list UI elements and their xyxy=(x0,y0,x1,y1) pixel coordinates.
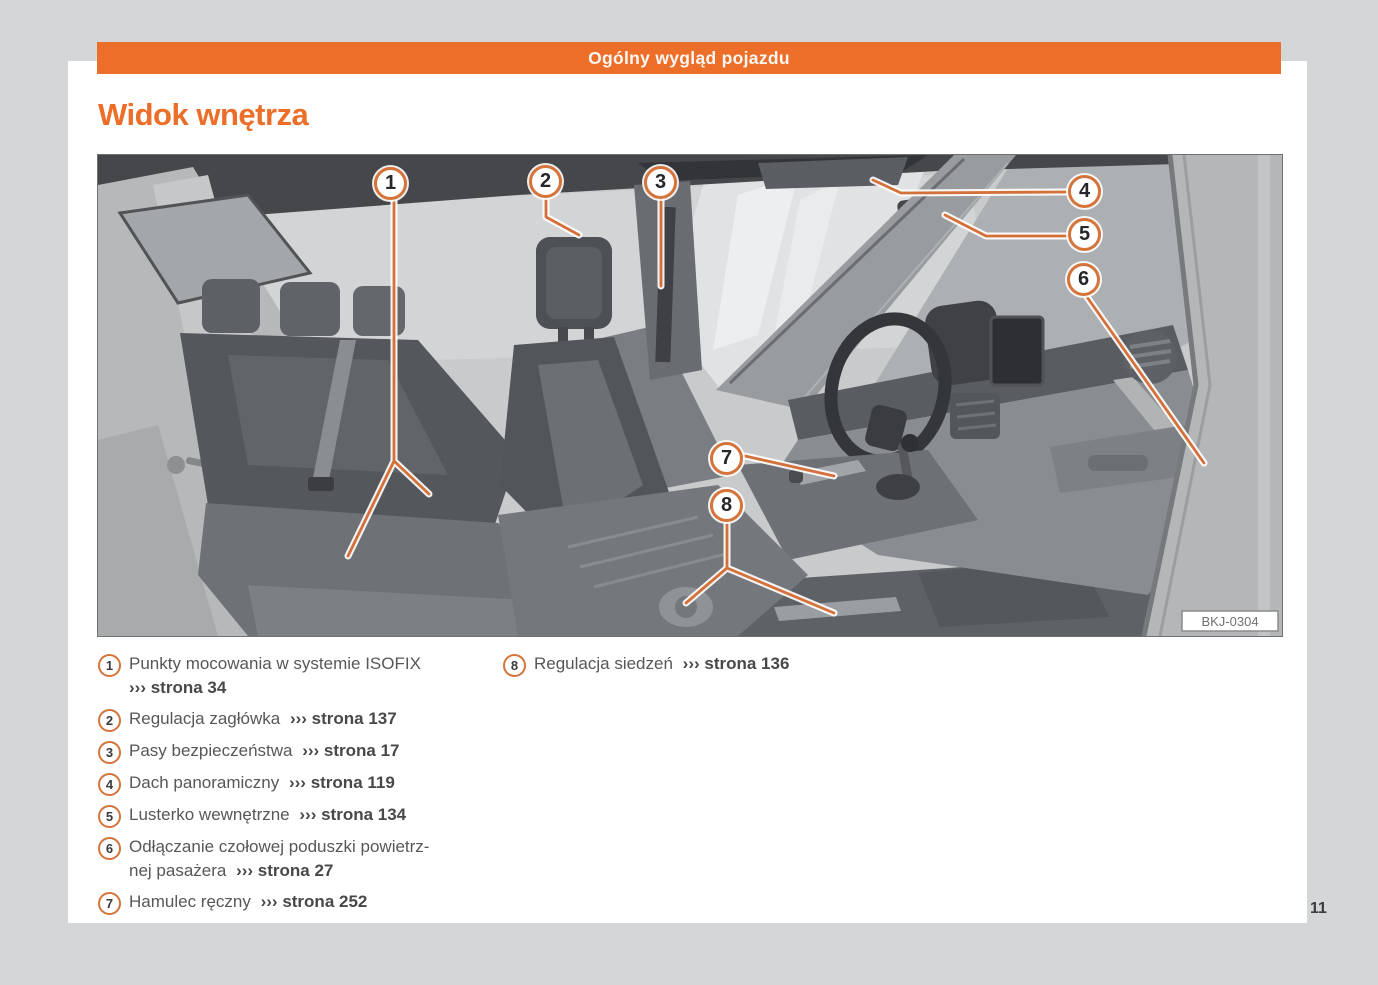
page-reference[interactable]: ››› strona 134 xyxy=(299,805,407,824)
legend-item-interior-mirror xyxy=(98,803,498,828)
page-reference[interactable]: ››› strona 119 xyxy=(288,773,395,792)
legend-item-handbrake xyxy=(98,890,498,915)
legend-label: nej pasażera xyxy=(129,861,227,880)
callout-6: 6 xyxy=(1067,263,1100,296)
page-number: 11 xyxy=(1310,900,1327,917)
callout-7: 7 xyxy=(710,442,743,475)
legend-number-badge: 5 xyxy=(98,805,121,828)
interior-view-figure xyxy=(97,154,1283,637)
chapter-header-bar xyxy=(97,42,1281,74)
callout-2: 2 xyxy=(529,165,562,198)
page-reference[interactable]: ››› strona 34 xyxy=(129,678,227,697)
page-reference[interactable]: ››› strona 252 xyxy=(260,892,368,911)
legend-item-seatbelts xyxy=(98,739,498,764)
legend-item-airbag-deactivation xyxy=(98,835,498,883)
callout-1: 1 xyxy=(374,167,407,200)
legend-item-panoramic-roof xyxy=(98,771,498,796)
legend-label: Regulacja zagłówka xyxy=(129,709,281,728)
legend-number-badge: 2 xyxy=(98,709,121,732)
legend-column-left xyxy=(98,652,498,922)
legend-number-badge: 8 xyxy=(503,654,526,677)
callout-3: 3 xyxy=(644,166,677,199)
legend-number-badge: 1 xyxy=(98,654,121,677)
legend-number-badge: 6 xyxy=(98,837,121,860)
legend-item-seat-adjustment xyxy=(503,652,923,677)
legend-label: Pasy bezpieczeństwa xyxy=(129,741,293,760)
page-reference[interactable]: ››› strona 27 xyxy=(236,861,334,880)
callout-5: 5 xyxy=(1068,218,1101,251)
legend-number-badge: 7 xyxy=(98,892,121,915)
legend-label: Punkty mocowania w systemie ISOFIX xyxy=(129,654,421,673)
page-reference[interactable]: ››› strona 17 xyxy=(302,741,400,760)
manual-page xyxy=(68,47,1307,923)
legend-item-isofix xyxy=(98,652,498,700)
figure-code-label xyxy=(1182,611,1278,631)
legend-label: Odłączanie czołowej poduszki powietrz- xyxy=(129,837,430,856)
legend-number-badge: 4 xyxy=(98,773,121,796)
page-reference[interactable]: ››› strona 137 xyxy=(289,709,397,728)
legend-number-badge: 3 xyxy=(98,741,121,764)
chapter-header-title: Ogólny wygląd pojazdu xyxy=(588,47,790,68)
callout-8: 8 xyxy=(710,489,743,522)
figure-code: BKJ-0304 xyxy=(1201,614,1259,629)
page-title: Widok wnętrza xyxy=(98,97,309,132)
callout-4: 4 xyxy=(1068,175,1101,208)
page-reference[interactable]: ››› strona 136 xyxy=(682,654,790,673)
legend-item-headrest xyxy=(98,707,498,732)
legend-label: Lusterko wewnętrzne xyxy=(129,805,290,824)
interior-illustration xyxy=(98,155,1282,636)
legend-label: Hamulec ręczny xyxy=(129,892,251,911)
legend-label: Regulacja siedzeń xyxy=(534,654,673,673)
legend-column-right xyxy=(503,652,923,684)
legend-label: Dach panoramiczny xyxy=(129,773,280,792)
